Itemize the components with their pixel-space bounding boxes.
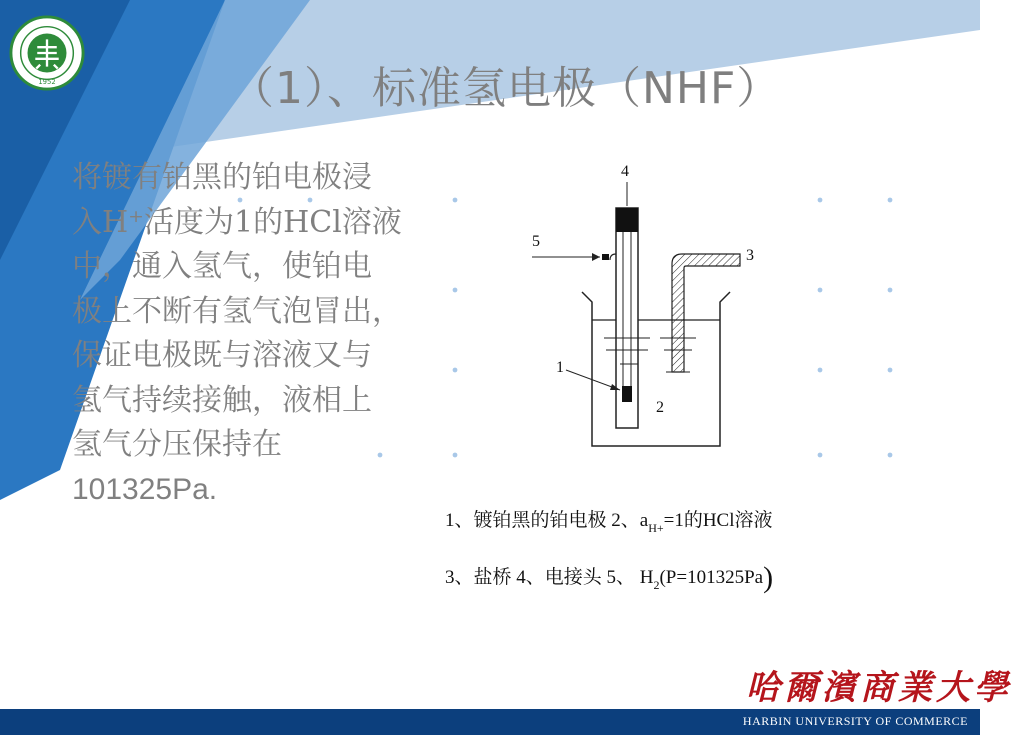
label-2: 2 bbox=[656, 399, 664, 416]
university-seal-logo bbox=[8, 14, 86, 92]
label-5: 5 bbox=[532, 233, 540, 250]
body-line: 入H⁺活度为1的HCl溶液 bbox=[72, 204, 402, 240]
caption-text: (P=101325Pa bbox=[659, 567, 764, 588]
body-line: 极上不断有氢气泡冒出， bbox=[72, 293, 402, 329]
platinum-electrode bbox=[622, 386, 632, 402]
body-line: 101325Pa. bbox=[72, 472, 218, 506]
caption-paren: ) bbox=[763, 561, 774, 594]
slide-title: （1）、标准氢电极（NHF） bbox=[230, 63, 782, 114]
caption-text: 3、盐桥 4、电接头 5、 H bbox=[445, 567, 654, 588]
caption-line-2 bbox=[445, 562, 773, 593]
caption-line-1 bbox=[445, 505, 773, 536]
body-line: 将镀有铂黑的铂电极浸 bbox=[72, 160, 372, 195]
body-line: 保证电极既与溶液又与 bbox=[72, 338, 372, 373]
body-line: 氢气分压保持在 bbox=[72, 427, 282, 462]
salt-bridge bbox=[660, 254, 740, 372]
hydrogen-electrode-diagram bbox=[520, 150, 780, 460]
label-1: 1 bbox=[556, 359, 564, 376]
label-3: 3 bbox=[746, 247, 754, 264]
beaker bbox=[582, 292, 730, 446]
body-line: 氢气持续接触，液相上 bbox=[72, 382, 372, 418]
svg-text:1952: 1952 bbox=[38, 78, 56, 87]
caption-text: =1的HCl溶液 bbox=[663, 510, 773, 531]
body-paragraph bbox=[72, 156, 432, 512]
caption-text: 1、镀铂黑的铂电极 2、a bbox=[445, 510, 649, 531]
caption-subscript: H+ bbox=[648, 521, 664, 535]
electrode-tube bbox=[602, 208, 650, 428]
caption-subscript: 2 bbox=[653, 578, 660, 592]
footer-university-name: HARBIN UNIVERSITY OF COMMERCE bbox=[742, 714, 968, 728]
university-calligraphy-logo: 哈爾濱商業大學 bbox=[746, 668, 1012, 708]
body-line: 中，通入氢气，使铂电 bbox=[72, 249, 372, 284]
label-4: 4 bbox=[621, 163, 629, 180]
